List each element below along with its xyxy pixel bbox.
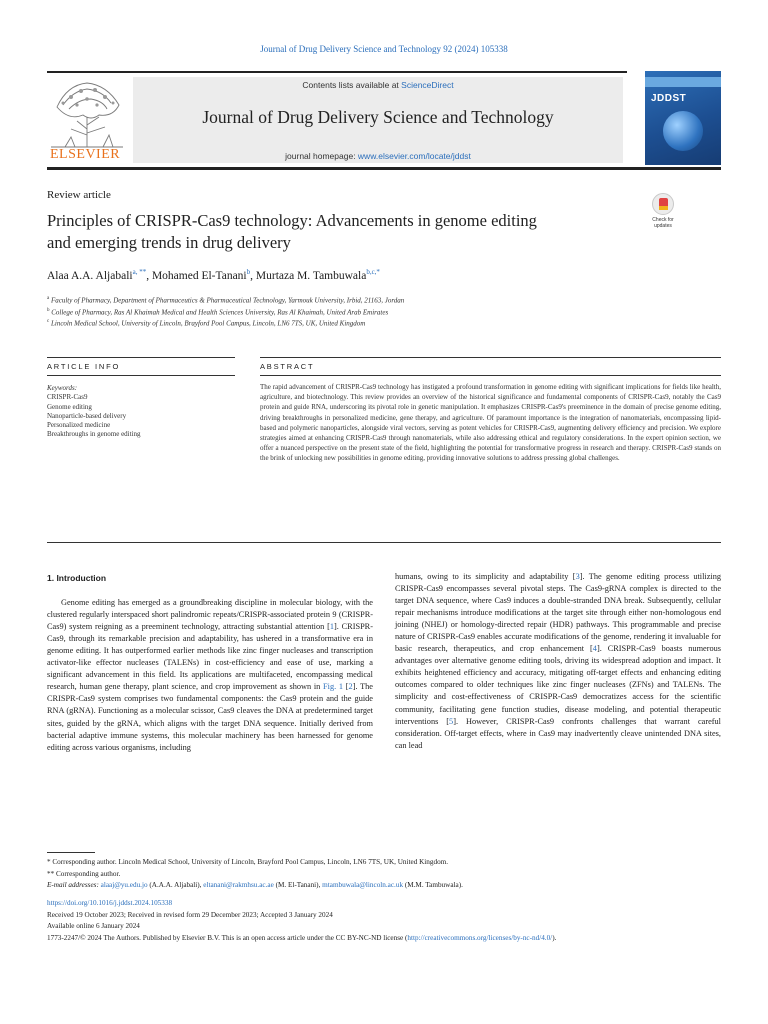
author-affil-marker[interactable]: b: [246, 268, 251, 276]
masthead-top-rule: [47, 71, 627, 73]
corresponding-author-note: ** Corresponding author.: [47, 869, 121, 878]
citation-link[interactable]: 1: [329, 622, 334, 632]
article-info-subrule: [47, 375, 235, 376]
citation-link[interactable]: 4: [592, 644, 597, 654]
body-text: ]. The CRISPR-Cas9 system comprises two fundamental components: the Cas9 protein and the guide RNA (gRNA). Functioning as a molecular scissor, Cas9 cleaves the DNA at predetermined target sites, guided by the gRNA, which aligns with the target DNA sequence. Initially derived from bacterial adaptive immune systems, this molecular machinery has been harnessed for genome editing across various organisms, including: [47, 682, 373, 752]
elsevier-logo: [47, 77, 127, 163]
keywords-label: Keywords:: [47, 384, 78, 392]
email-label: E-mail addresses:: [47, 881, 101, 890]
affiliation-marker: a: [47, 296, 50, 301]
tree-icon: [47, 77, 127, 149]
keyword: Breakthroughs in genome editing: [47, 430, 141, 439]
journal-cover[interactable]: [645, 71, 721, 165]
abstract-rule: [260, 357, 721, 358]
body-text: Genome editing has emerged as a groundbreaking discipline in molecular biology, with the clustered regularly interspaced short palindromic repeats/CRISPR-associated protein 9 (CRISPR-Cas9) system reigning as a preeminent technology, attracting substantial attention [: [47, 598, 373, 632]
crossmark-text: [646, 217, 680, 229]
affiliation: [47, 296, 404, 304]
body-column-right: [395, 571, 721, 752]
body-text: humans, owing to its simplicity and adaptability [: [395, 572, 576, 581]
journal-title: Journal of Drug Delivery Science and Technology: [202, 107, 554, 127]
author-affil-marker[interactable]: a, **: [132, 268, 147, 276]
keywords-list: [47, 384, 141, 440]
email-owner: (A.A.A. Aljabali),: [147, 881, 204, 890]
article-metadata: [47, 898, 721, 945]
journal-banner: [133, 77, 623, 163]
keyword: Personalized medicine: [47, 421, 111, 430]
author-list: [47, 268, 380, 282]
license-text: 1773-2247/© 2024 The Authors. Published by Elsevier B.V. This is an open access article under the CC BY-NC-ND license (: [47, 934, 408, 943]
running-head[interactable]: Journal of Drug Delivery Science and Technology 92 (2024) 105338: [260, 44, 508, 54]
citation-link[interactable]: 3: [575, 572, 580, 581]
email-link[interactable]: eltanani@rakmhsu.ac.ae: [203, 881, 274, 890]
abstract-heading: ABSTRACT: [260, 362, 315, 371]
section-heading: 1. Introduction: [47, 573, 107, 583]
abstract-bottom-rule: [47, 542, 721, 543]
contents-prefix: Contents lists available at: [302, 80, 402, 90]
author-name[interactable]: Mohamed El-Tanani: [151, 269, 247, 282]
cover-image: [663, 111, 703, 151]
masthead-bottom-rule: [47, 167, 721, 170]
figure-link[interactable]: Fig. 1: [323, 682, 344, 692]
received-dates: Received 19 October 2023; Received in revised form 29 December 2023; Accepted 3 January 2024: [47, 910, 333, 919]
affiliation-text: Faculty of Pharmacy, Department of Pharmaceutics & Pharmaceutical Technology, Yarmouk University, Irbid, 21163, Jordan: [50, 296, 405, 305]
keyword: Nanoparticle-based delivery: [47, 411, 127, 420]
affiliation-text: College of Pharmacy, Ras Al Khaimah Medical and Health Sciences University, Ras Al Khaimah, United Arab Emirates: [51, 308, 389, 317]
sciencedirect-link[interactable]: ScienceDirect: [401, 80, 454, 90]
affiliation-marker: c: [47, 319, 50, 324]
cover-label: JDDST: [651, 93, 687, 104]
body-paragraph: [395, 571, 721, 752]
crossmark-icon: [652, 193, 674, 215]
title-line-2: and emerging trends in drug delivery: [47, 233, 291, 252]
email-owner: (M.M. Tambuwala).: [403, 881, 463, 890]
email-owner: (M. El-Tanani),: [273, 881, 323, 890]
cover-band: [645, 77, 721, 87]
crossmark-line-2: updates: [654, 223, 672, 229]
author-affil-marker[interactable]: b,c,*: [366, 268, 380, 276]
body-paragraph: [47, 597, 373, 754]
body-text: [: [343, 682, 349, 692]
masthead: [47, 71, 721, 170]
footnotes: [47, 852, 721, 892]
license-text: ).: [552, 934, 557, 943]
author-separator: ,: [250, 269, 256, 282]
available-online: Available online 6 January 2024: [47, 922, 140, 931]
article-info-heading: ARTICLE INFO: [47, 362, 121, 371]
footnote-rule: [47, 852, 95, 853]
crossmark-line-1: Check for: [652, 217, 674, 223]
article-type: Review article: [47, 189, 111, 201]
body-text: ]. The genome editing process utilizing CRISPR-Cas9 encompasses several pivotal steps. The Cas9-gRNA complex is directed to the target DNA sequence, where Cas9 induces a double-stranded DNA break. Subsequently, cellular repair mechanisms introduce modifications at the target site through either non-homologous end joining (NHEJ) or homology-directed repair (HDR) pathways. This programmable and precise nature of CRISPR-Cas9 enables accurate modifications of the genome, rendering it invaluable for basic research, therapeutics, and crop enhancement [: [395, 572, 721, 654]
corresponding-author-note: * Corresponding author. Lincoln Medical School, University of Lincoln, Brayford Pool Campus, Lincoln, LN6 7TS, UK, United Kingdom.: [47, 858, 449, 866]
author-name[interactable]: Murtaza M. Tambuwala: [255, 269, 367, 282]
body-text: ]. CRISPR-Cas9 boasts numerous advantages over alternative genome editing tools, driving its widespread adoption and impact. It exhibits heightened efficiency and accuracy, mitigating off-target effects and enhancing editing outcomes compared to older techniques like zinc finger nucleases (ZFNs) and TALENs. The simplicity and cost-effectiveness of CRISPR-Cas9 democratizes access for the scientific community, facilitating gene function studies, disease modeling, and potential therapeutic interventions [: [395, 644, 721, 726]
email-link[interactable]: mtambuwala@lincoln.ac.uk: [322, 881, 404, 890]
affiliation-marker: b: [47, 308, 50, 313]
paper-title: [47, 210, 627, 254]
email-addresses: [47, 880, 721, 892]
citation-link[interactable]: 2: [348, 682, 353, 692]
affiliation: [47, 308, 388, 316]
abstract-subrule: [260, 375, 721, 376]
citation-link[interactable]: 5: [449, 716, 454, 726]
doi-link[interactable]: https://doi.org/10.1016/j.jddst.2024.105338: [47, 899, 173, 907]
affiliation: [47, 319, 365, 327]
author-separator: ,: [146, 269, 152, 282]
homepage-line: [133, 151, 623, 161]
article-info-rule: [47, 357, 235, 358]
homepage-prefix: journal homepage:: [285, 151, 358, 161]
author-name[interactable]: Alaa A.A. Aljabali: [47, 269, 133, 282]
affiliation-text: Lincoln Medical School, University of Lincoln, Brayford Pool Campus, Lincoln, LN6 7TS, UK, United Kingdom: [50, 319, 366, 328]
publisher-wordmark: ELSEVIER: [50, 147, 121, 162]
body-text: ]. However, CRISPR-Cas9 confronts challenges that warrant careful consideration. Off-target effects, where in Cas9 may inadvertently cleave unintended DNA sites, can lead: [395, 716, 721, 750]
body-text: ]. CRISPR-Cas9, through its remarkable precision and adaptability, has ushered in a transformative era in genome editing. It has outperformed earlier methods like zinc finger nucleases and transcription activator-like effector nucleases (TALENs) in cost-efficiency and ease of use, marking a significant advancement in this field. Its applications are multifaceted, encompassing medical research, human gene therapy, plant science, and crop improvement as shown in: [47, 622, 373, 692]
title-line-1: Principles of CRISPR-Cas9 technology: Advancements in genome editing: [47, 211, 537, 230]
check-for-updates-badge[interactable]: [646, 193, 680, 229]
keyword: CRISPR-Cas9: [47, 393, 88, 402]
homepage-link[interactable]: www.elsevier.com/locate/jddst: [357, 151, 471, 161]
abstract-text: The rapid advancement of CRISPR-Cas9 technology has instigated a profound transformation in genome editing with significant implications for fields like health, agriculture, and biotechnology. This review provides an overview of the historical significance and fundamental components of CRISPR-Cas9, notably the Cas9 protein and guide RNA, underscoring its pivotal role in genetic manipulation. It emphasizes CRISPR-Cas9's preeminence in the domain of precise genome editing, driving breakthroughs in personalized medicine, gene therapy, and agriculture. Of paramount importance is the integration of nanomaterials, encompassing lipid-based and polymeric nanoparticles, alongside viral vectors, serving as potent vehicles for CRISPR-Cas9, augmenting delivery efficiency and precision. We explore strategies aimed at enhancing CRISPR-Cas9 through nanomaterials, while also addressing ethical and regulatory considerations. In the expert opinion section, we offer a nuanced perspective on the present state of the field, highlighting the potential for transformative progress in research and therapy. CRISPR-Cas9 stands on the brink of unlocking new possibilities in genome editing, providing innovative solutions to address pressing global challenges.: [260, 383, 721, 463]
keyword: Genome editing: [47, 402, 92, 411]
license-link[interactable]: http://creativecommons.org/licenses/by-nc-nd/4.0/: [407, 934, 553, 943]
license-statement: [47, 933, 721, 945]
body-column-left: [47, 571, 373, 754]
email-link[interactable]: alaaj@yu.edu.jo: [100, 881, 148, 890]
contents-line: [133, 80, 623, 90]
